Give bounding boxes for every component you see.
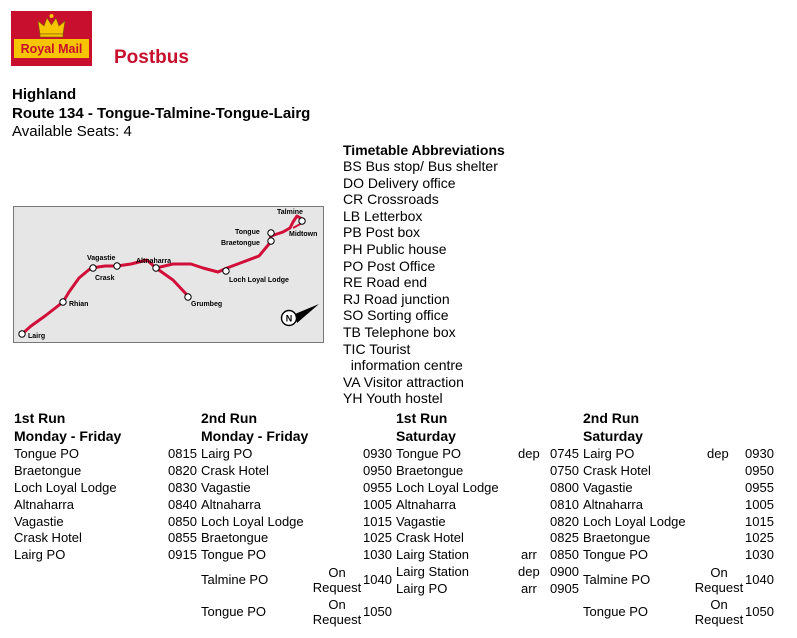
- request-time: 1050: [745, 604, 774, 619]
- stop-name: Crask Hotel: [201, 462, 269, 478]
- note-on: On: [710, 597, 728, 612]
- on-request-note: [694, 597, 744, 627]
- stop-loch-loyal-lodge: [223, 268, 229, 274]
- stop-time: 0815: [168, 446, 197, 461]
- run2-mf-times: [363, 446, 392, 564]
- logo-text: Royal Mail: [20, 42, 83, 56]
- abbreviation-item: YH Youth hostel: [343, 390, 443, 407]
- request-time: 1040: [363, 572, 392, 587]
- request-time: 1050: [363, 604, 392, 619]
- run1-mf-times: [168, 446, 197, 564]
- stop-lairg: [19, 331, 25, 337]
- map-label-rhian: Rhian: [69, 301, 89, 308]
- stop-time: 0820: [550, 513, 579, 529]
- stop-time: 1015: [745, 513, 774, 529]
- abbreviations-list: [343, 158, 498, 407]
- abbreviation-item: PO Post Office: [343, 257, 436, 274]
- stop-grumbeg: [185, 294, 191, 300]
- stop-name: Lairg PO: [396, 581, 448, 597]
- stop-name: Altnaharra: [396, 496, 456, 512]
- abbreviation-item: PH Public house: [343, 240, 447, 257]
- request-time: 1040: [745, 572, 774, 587]
- stop-name: Crask Hotel: [14, 530, 82, 546]
- note-request: Request: [694, 612, 744, 627]
- map-label-crask: Crask: [95, 275, 115, 282]
- stop-name: Crask Hotel: [583, 462, 651, 478]
- on-request-note: [312, 597, 362, 627]
- stop-name: Altnaharra: [14, 496, 74, 512]
- stop-flag: [518, 480, 540, 497]
- run2-sat-days: Saturday: [583, 428, 643, 444]
- stop-name: Loch Loyal Lodge: [14, 479, 117, 495]
- stop-flag: [518, 530, 540, 547]
- run2-sat-stops: [583, 446, 686, 564]
- stop-time: 0900: [550, 564, 579, 580]
- route-map: [13, 206, 324, 343]
- map-label-loch-loyal-lodge: Loch Loyal Lodge: [229, 277, 289, 284]
- stop-time: 0750: [550, 462, 579, 478]
- note-on: On: [328, 565, 346, 580]
- map-label-tongue: Tongue: [235, 229, 260, 236]
- stop-time: 1025: [745, 530, 774, 546]
- svg-text:N: N: [285, 313, 293, 324]
- run2-sat-title: 2nd Run: [583, 410, 639, 426]
- run1-sat-title: 1st Run: [396, 410, 448, 426]
- stop-time: 0840: [168, 496, 197, 512]
- abbreviations-title: Timetable Abbreviations: [343, 142, 505, 158]
- stop-name: Braetongue: [583, 530, 651, 546]
- stop-name: Crask Hotel: [396, 530, 464, 546]
- stop-time: 0950: [363, 462, 392, 478]
- map-label-talmine: Talmine: [277, 209, 303, 216]
- stop-flag: [518, 497, 540, 514]
- stop-time: 0905: [550, 581, 579, 597]
- stop-time: 0950: [745, 462, 774, 478]
- stop-time: 0955: [745, 479, 774, 495]
- map-label-vagastie: Vagastie: [87, 255, 116, 262]
- run1-mf-days: Monday - Friday: [14, 428, 122, 444]
- stop-name: Braetongue: [396, 462, 464, 478]
- stop-talmine: [299, 218, 305, 224]
- stop-time: 0745: [550, 446, 579, 461]
- stop-vagastie: [90, 265, 96, 271]
- available-seats: Available Seats: 4: [12, 123, 132, 140]
- request-stop: Talmine PO: [583, 572, 651, 587]
- stop-name: Lairg Station: [396, 564, 469, 580]
- stop-time: 0930: [363, 446, 392, 461]
- brand-title: Postbus: [114, 47, 189, 68]
- stop-flag: arr: [521, 581, 537, 597]
- abbreviation-item: RE Road end: [343, 274, 428, 291]
- stop-altnaharra: [153, 265, 159, 271]
- run2-sat-times: [745, 446, 774, 564]
- request-stop: Tongue PO: [201, 604, 267, 619]
- stop-flag: arr: [521, 547, 537, 563]
- run1-sat-days: Saturday: [396, 428, 456, 444]
- stop-flag: dep: [518, 446, 540, 461]
- stop-time: 0930: [745, 446, 774, 461]
- stop-name: Altnaharra: [201, 496, 261, 512]
- abbreviation-item: TIC Tourist: [343, 340, 411, 357]
- abbreviation-item: TB Telephone box: [343, 323, 456, 340]
- stop-time: 0850: [168, 513, 197, 529]
- map-label-lairg: Lairg: [28, 333, 46, 340]
- stop-time: 0820: [168, 462, 197, 478]
- stop-tongue: [268, 230, 274, 236]
- stop-name: Lairg Station: [396, 547, 469, 563]
- abbreviation-item: VA Visitor attraction: [343, 373, 464, 390]
- stop-time: 0855: [168, 530, 197, 546]
- stop-braetongue: [268, 238, 274, 244]
- on-request-note: [694, 565, 744, 595]
- stop-name: Tongue PO: [396, 446, 462, 461]
- stop-name: Vagastie: [201, 479, 251, 495]
- stop-name: Loch Loyal Lodge: [201, 513, 304, 529]
- note-on: On: [710, 565, 728, 580]
- stop-crask: [114, 263, 120, 269]
- stop-time: 0915: [168, 547, 197, 563]
- stop-name: Braetongue: [201, 530, 269, 546]
- run1-sat-times: [550, 446, 579, 598]
- note-request: Request: [312, 580, 362, 595]
- stop-flag: dep: [707, 446, 729, 461]
- note-request: Request: [694, 580, 744, 595]
- on-request-note: [312, 565, 362, 595]
- stop-name: Vagastie: [583, 479, 633, 495]
- stop-name: Loch Loyal Lodge: [396, 479, 499, 495]
- stop-time: 1015: [363, 513, 392, 529]
- abbreviation-item: information centre: [343, 357, 463, 374]
- run1-sat-stops: [396, 446, 499, 598]
- abbreviation-item: SO Sorting office: [343, 307, 449, 324]
- stop-name: Lairg PO: [201, 446, 253, 461]
- map-label-midtown: Midtown: [289, 231, 318, 238]
- request-stop: Talmine PO: [201, 572, 269, 587]
- abbreviation-item: RJ Road junction: [343, 290, 450, 307]
- note-request: Request: [312, 612, 362, 627]
- run1-mf-stops: [14, 446, 117, 564]
- abbreviation-item: PB Post box: [343, 224, 421, 241]
- run1-sat-flags: [518, 446, 540, 598]
- stop-name: Altnaharra: [583, 496, 643, 512]
- stop-name: Braetongue: [14, 462, 82, 478]
- stop-flag: [518, 463, 540, 480]
- stop-name: Vagastie: [396, 513, 446, 529]
- stop-time: 1005: [745, 496, 774, 512]
- royal-mail-logo: [11, 11, 92, 66]
- stop-time: 0850: [550, 547, 579, 563]
- stop-time: 0830: [168, 479, 197, 495]
- abbreviation-item: DO Delivery office: [343, 174, 456, 191]
- stop-time: 1025: [363, 530, 392, 546]
- abbreviation-item: CR Crossroads: [343, 191, 439, 208]
- stop-time: 0800: [550, 479, 579, 495]
- run1-mf-title: 1st Run: [14, 410, 66, 426]
- abbreviation-item: BS Bus stop/ Bus shelter: [343, 158, 498, 174]
- stop-time: 0810: [550, 496, 579, 512]
- run2-sat-flags: [707, 446, 729, 463]
- stop-name: Tongue PO: [201, 547, 267, 563]
- stop-time: 0825: [550, 530, 579, 546]
- stop-name: Vagastie: [14, 513, 64, 529]
- stop-time: 0955: [363, 479, 392, 495]
- note-on: On: [328, 597, 346, 612]
- run2-mf-stops: [201, 446, 304, 564]
- map-label-braetongue: Braetongue: [221, 240, 260, 247]
- stop-name: Loch Loyal Lodge: [583, 513, 686, 529]
- stop-name: Lairg PO: [14, 547, 66, 563]
- stop-rhian: [60, 299, 66, 305]
- stop-time: 1005: [363, 496, 392, 512]
- map-label-grumbeg: Grumbeg: [191, 301, 223, 308]
- stop-flag: dep: [518, 564, 540, 580]
- stop-flag: [518, 514, 540, 531]
- region-title: Highland: [12, 86, 77, 103]
- abbreviation-item: LB Letterbox: [343, 207, 423, 224]
- request-stop: Tongue PO: [583, 604, 649, 619]
- stop-name: Tongue PO: [583, 547, 649, 563]
- stop-time: 1030: [745, 547, 774, 563]
- stop-name: Tongue PO: [14, 446, 80, 461]
- run2-mf-title: 2nd Run: [201, 410, 257, 426]
- stop-time: 1030: [363, 547, 392, 563]
- map-label-altnaharra: Altnaharra: [136, 258, 172, 265]
- stop-name: Lairg PO: [583, 446, 635, 461]
- route-title: Route 134 - Tongue-Talmine-Tongue-Lairg: [12, 105, 311, 122]
- run2-mf-days: Monday - Friday: [201, 428, 309, 444]
